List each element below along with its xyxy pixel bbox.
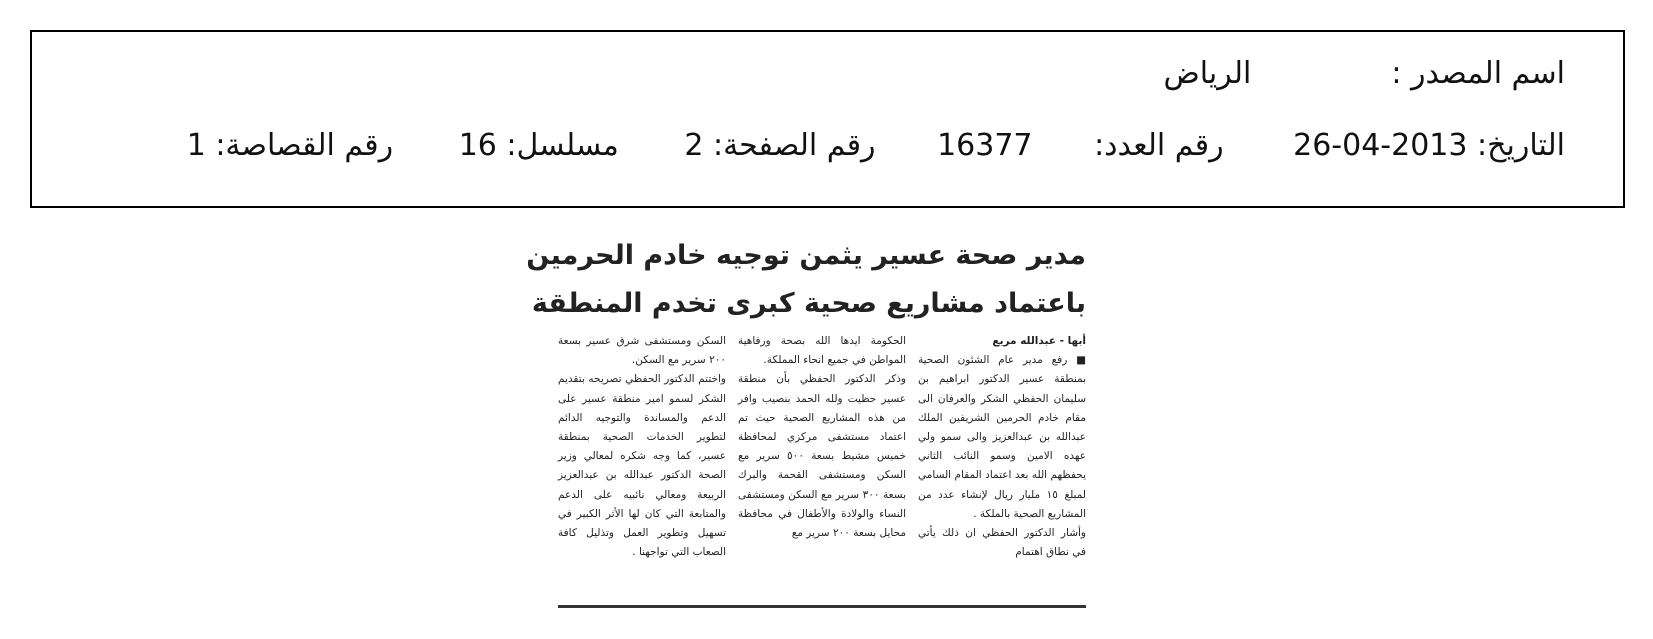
column-2-paragraph-2: وذكر الدكتور الحفظي بأن منطقة عسير حظيت ولله الحمد بنصيب وافر من هذه المشاريع الصحية حيث تم اعتماد مستشفى مركزي لمحافظة خميس مشيط بسعة ٥٠٠ سرير مع السكن ومستشفى القحمة والبرك بسعة ٣٠٠ سرير مع السكن ومستشفى النساء والولادة والأطفال في محافظة محايل بسعة ٢٠٠ سرير مع: [738, 373, 906, 540]
newspaper-clipping: [526, 232, 1086, 610]
issue-label: رقم العدد:: [1094, 128, 1224, 163]
issue-value: 16377: [937, 128, 1033, 163]
clipping-metadata-box: [30, 30, 1625, 208]
details-line: [187, 128, 1565, 164]
serial-value: 16: [458, 128, 497, 163]
date-value: 26-04-2013: [1293, 128, 1468, 163]
clip-number-label: رقم القصاصة:: [215, 128, 394, 163]
page-label: رقم الصفحة:: [712, 128, 876, 163]
date-label: التاريخ:: [1477, 128, 1565, 163]
source-line: [1164, 56, 1565, 92]
column-3-paragraph-2: واختتم الدكتور الحفظي تصريحه بتقديم الشكر لسمو امير منطقة عسير على الدعم والمساندة والتوجيه الدائم لتطوير الخدمات الصحية بمنطقة عسير، كما وجه شكره لمعالي وزير الصحة الدكتور عبدالله بن عبدالعزيز الربيعة ومعالي نائبيه على الدعم والمتابعة التي كان لها الأثر الكبير في تسهيل وتطوير العمل وتذليل كافة الصعاب التي تواجهنا .: [558, 373, 726, 559]
headline-line-2: باعتماد مشاريع صحية كبرى تخدم المنطقة: [531, 288, 1086, 319]
article-column-2: [738, 332, 906, 602]
article-columns: [558, 332, 1086, 602]
source-value: الرياض: [1163, 56, 1252, 91]
headline-line-1: مدير صحة عسير يثمن توجيه خادم الحرمين: [526, 240, 1086, 271]
source-label: اسم المصدر :: [1391, 56, 1565, 91]
page-value: 2: [684, 128, 704, 163]
column-3-paragraph-1: السكن ومستشفى شرق عسير بسعة ٢٠٠ سرير مع السكن.: [558, 335, 726, 367]
article-column-3: [558, 332, 726, 602]
column-2-paragraph-1: الحكومة ايدها الله بصحة ورفاهية المواطن في جميع انحاء المملكة.: [738, 335, 906, 367]
article-column-1: [918, 332, 1086, 602]
serial-label: مسلسل:: [506, 128, 619, 163]
byline: أبها - عبدالله مريع: [992, 335, 1086, 347]
column-1-paragraph-1: ■ رفع مدير عام الشئون الصحية بمنطقة عسير الدكتور ابراهيم بن سليمان الحفظي الشكر والعرفان الى مقام خادم الحرمين الشريفين الملك عبدالله بن عبدالعزيز والى سمو ولي عهده الامين وسمو النائب الثاني يحفظهم الله بعد اعتماد المقام السامي لمبلغ ١٥ مليار ريال لإنشاء عدد من المشاريع الصحية بالملكة .: [918, 354, 1086, 520]
clipping-bottom-rule: [558, 605, 1086, 608]
column-1-paragraph-2: وأشار الدكتور الحفظي ان ذلك يأتي في نطاق اهتمام: [918, 527, 1086, 559]
clip-number-value: 1: [186, 128, 206, 163]
